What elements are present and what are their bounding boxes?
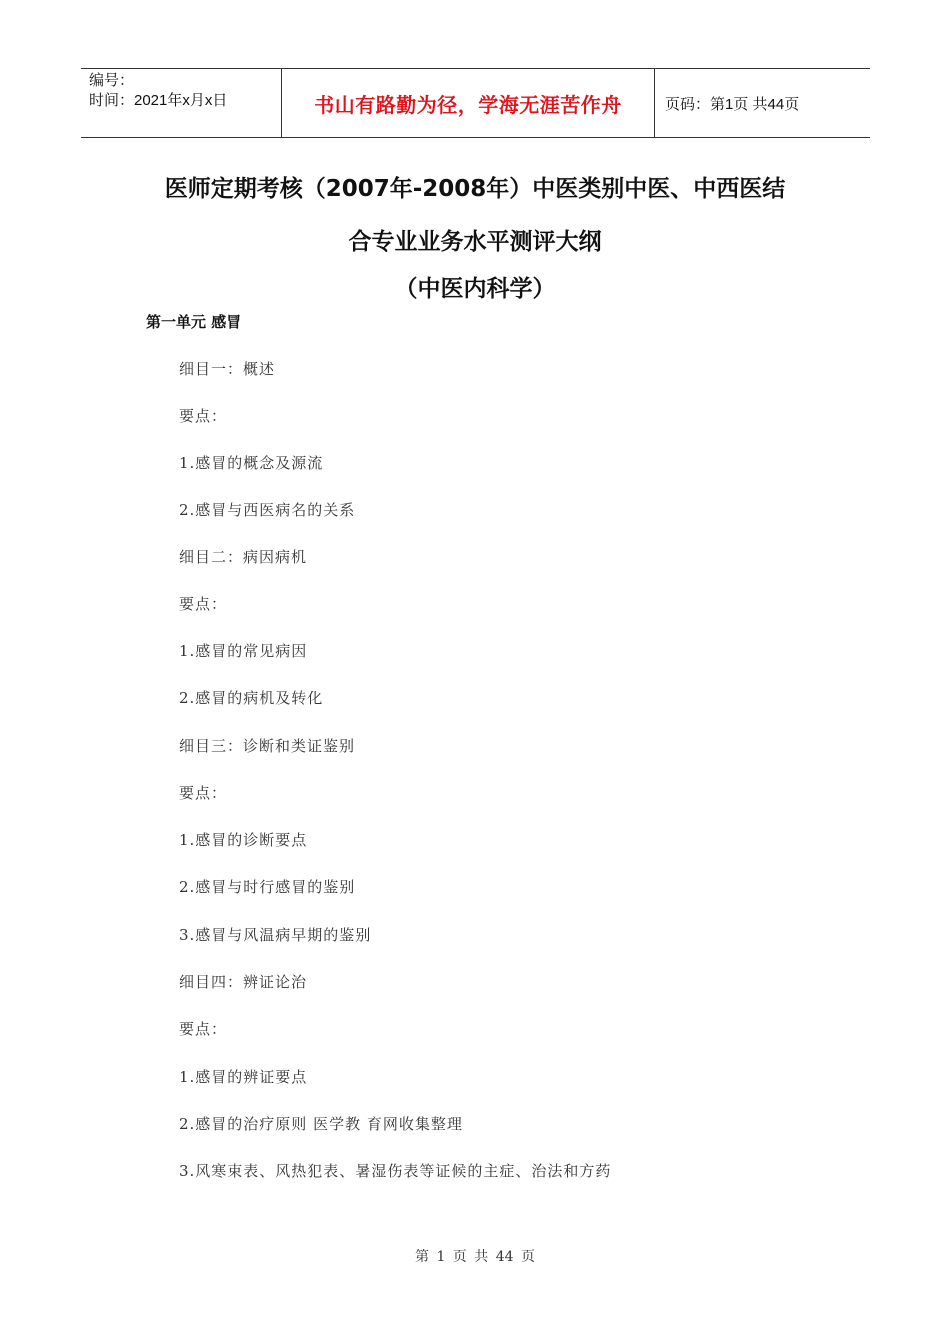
header-motto: 书山有路勤为径，学海无涯苦作舟 [282, 69, 655, 137]
header-meta-cell [81, 69, 282, 137]
document-subtitle: （中医内科学） [394, 276, 556, 302]
section-heading: 细目二：病因病机 [179, 548, 308, 566]
section-heading: 细目一：概述 [179, 360, 276, 378]
key-points-label: 要点： [179, 784, 228, 802]
unit-heading: 第一单元 感冒 [146, 313, 242, 331]
section-heading: 细目三：诊断和类证鉴别 [179, 737, 356, 755]
list-item: 1.感冒的概念及源流 [179, 454, 324, 472]
key-points-label: 要点： [179, 595, 228, 613]
list-item: 1.感冒的辨证要点 [179, 1068, 308, 1086]
header-page-info: 页码：第1页 共44页 [665, 95, 800, 113]
list-item: 1.感冒的诊断要点 [179, 831, 308, 849]
list-item: 3.感冒与风温病早期的鉴别 [179, 926, 372, 944]
section-heading: 细目四：辨证论治 [179, 973, 308, 991]
document-title-line-1: 医师定期考核（2007年-2008年）中医类别中医、中西医结 [164, 176, 786, 202]
list-item: 2.感冒的病机及转化 [179, 689, 324, 707]
page-footer: 第 1 页 共 44 页 [415, 1249, 535, 1265]
list-item: 3.风寒束表、风热犯表、暑湿伤表等证候的主症、治法和方药 [179, 1162, 612, 1180]
date-label: 时间：2021年x月x日 [89, 92, 228, 109]
list-item: 1.感冒的常见病因 [179, 642, 308, 660]
list-item: 2.感冒的治疗原则 医学教 育网收集整理 [179, 1115, 463, 1133]
list-item: 2.感冒与时行感冒的鉴别 [179, 878, 356, 896]
key-points-label: 要点： [179, 1020, 228, 1038]
serial-number-label: 编号： [89, 72, 135, 89]
key-points-label: 要点： [179, 407, 228, 425]
list-item: 2.感冒与西医病名的关系 [179, 501, 356, 519]
header-table [81, 68, 870, 138]
document-title-line-2: 合专业业务水平测评大纲 [348, 229, 602, 255]
